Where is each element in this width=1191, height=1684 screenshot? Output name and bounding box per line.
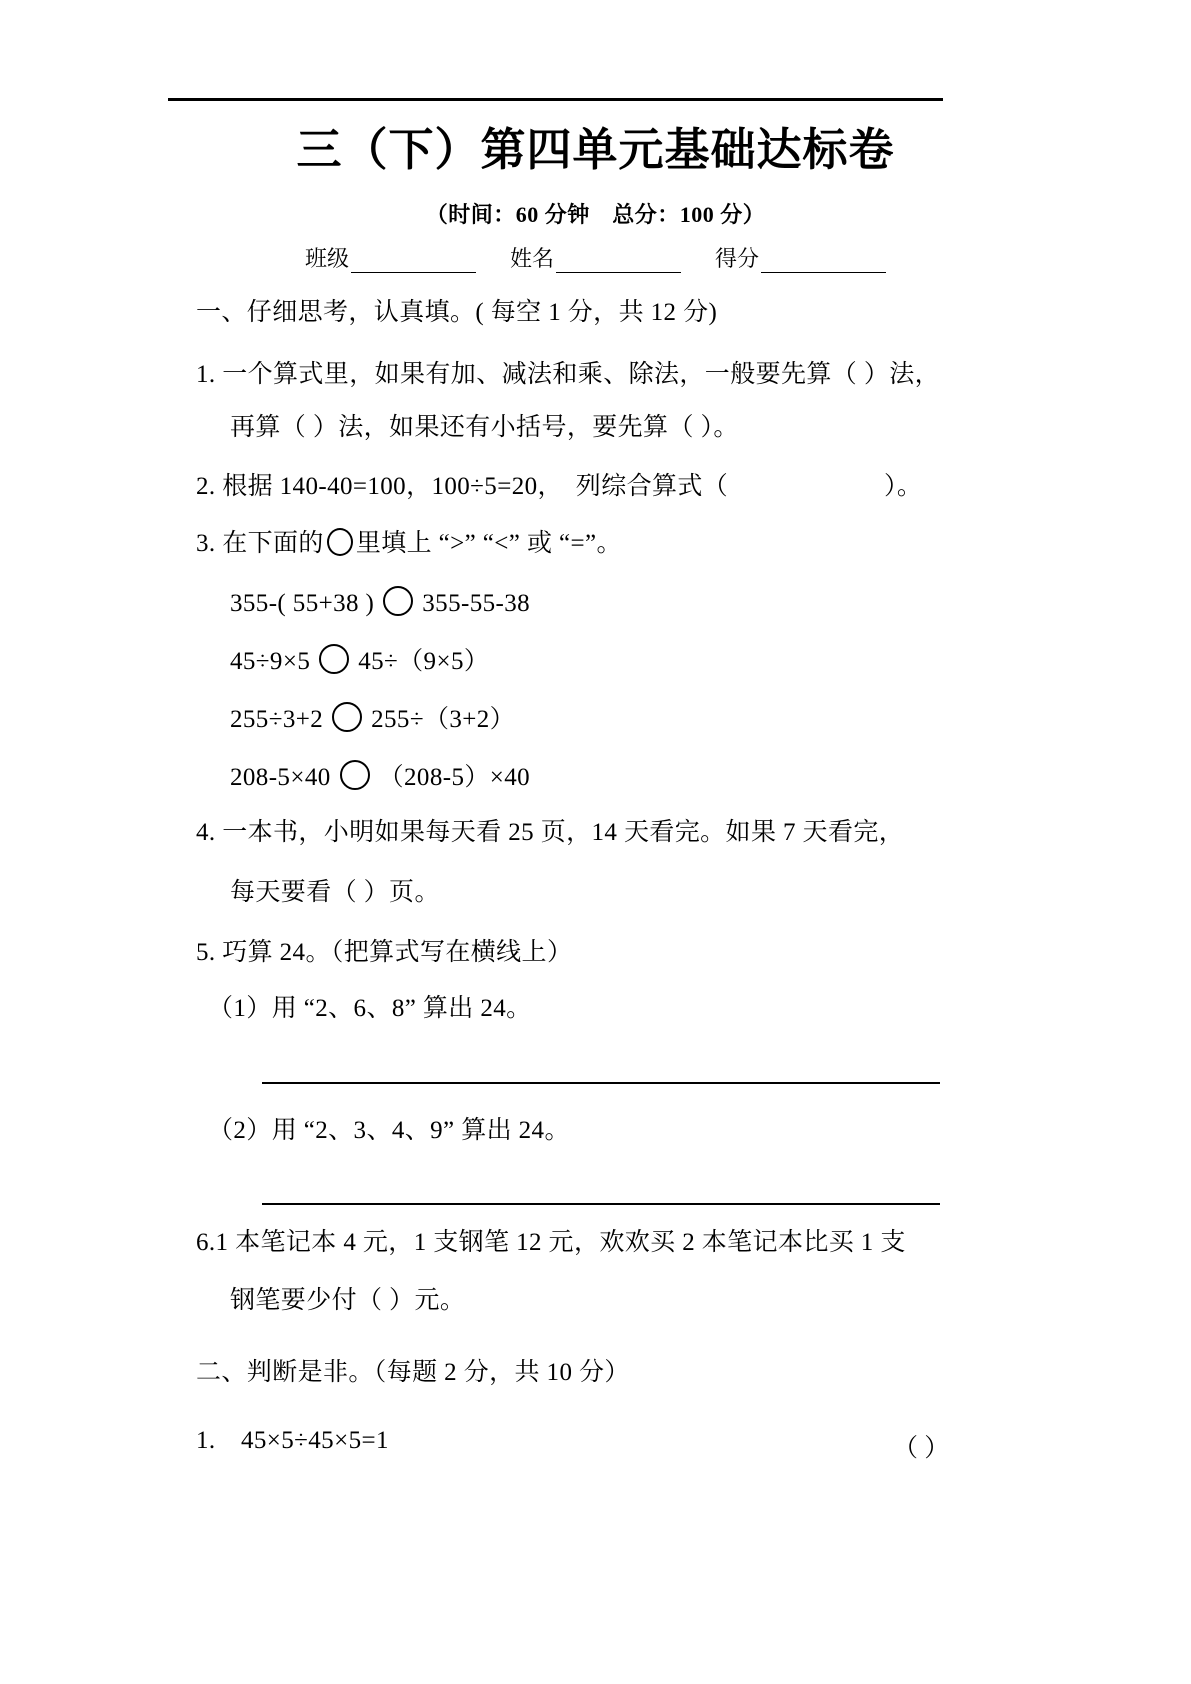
circle-blank-icon[interactable] (383, 586, 413, 616)
question-1-line-2: 再算（ ）法，如果还有小括号，要先算（ ）。 (230, 414, 739, 441)
question-4-line-2: 每天要看（ ）页。 (230, 879, 440, 906)
compare-row-3 (230, 702, 515, 732)
score-label: 得分 (715, 246, 760, 271)
question-5-line-1: 5. 巧算 24。（把算式写在横线上） (196, 939, 573, 966)
page-title: 三（下）第四单元基础达标卷 (296, 123, 895, 176)
class-field[interactable] (305, 242, 476, 273)
compare-row-1-left: 355-( 55+38 ) (230, 590, 375, 617)
name-label: 姓名 (509, 246, 554, 271)
question-3-prompt (196, 528, 622, 556)
name-field[interactable] (510, 242, 681, 273)
section-one-heading: 一、仔细思考，认真填。( 每空 1 分，共 12 分) (196, 299, 718, 326)
circle-blank-icon[interactable] (332, 702, 362, 732)
section-two-question-1-answer-box[interactable]: （ ） (893, 1435, 950, 1462)
question-6-line-1: 6.1 本笔记本 4 元，1 支钢笔 12 元，欢欢买 2 本笔记本比买 1 支 (196, 1229, 906, 1256)
question-4-line-1: 4. 一本书，小明如果每天看 25 页，14 天看完。如果 7 天看完， (196, 819, 905, 846)
compare-row-2-left: 45÷9×5 (230, 648, 311, 675)
compare-row-2 (230, 644, 489, 674)
circle-blank-icon[interactable] (340, 760, 370, 790)
circle-blank-icon[interactable] (319, 644, 349, 674)
class-label: 班级 (304, 246, 349, 271)
circle-blank-icon[interactable] (327, 528, 353, 556)
compare-row-1 (230, 586, 530, 616)
score-input-blank[interactable] (761, 252, 886, 273)
compare-row-2-right: 45÷（9×5） (358, 648, 490, 675)
student-info-row (0, 242, 1191, 273)
question-3-prompt-text-a: 3. 在下面的 (196, 530, 324, 557)
question-5-sub-1: （1）用 “2、6、8” 算出 24。 (208, 995, 532, 1022)
compare-row-4-right: （208-5）×40 (378, 764, 531, 791)
header-divider-rule (168, 98, 943, 101)
question-3-prompt-text-b: 里填上 “>” “<” 或 “=”。 (355, 530, 622, 557)
compare-row-1-right: 355-55-38 (422, 590, 531, 617)
question-2-blank-close: ）。 (884, 473, 923, 500)
answer-line-5-2[interactable] (262, 1203, 940, 1205)
compare-row-3-right: 255÷（3+2） (371, 706, 516, 733)
compare-row-3-left: 255÷3+2 (230, 706, 324, 733)
exam-meta-subtitle: （时间：60 分钟 总分：100 分） (425, 202, 766, 227)
question-6-line-2: 钢笔要少付（ ）元。 (230, 1287, 466, 1314)
question-2-line-1: 2. 根据 140-40=100，100÷5=20， 列综合算式（ (196, 473, 729, 500)
answer-line-5-1[interactable] (262, 1082, 940, 1084)
question-5-sub-2: （2）用 “2、3、4、9” 算出 24。 (208, 1117, 570, 1144)
score-field[interactable] (715, 242, 886, 273)
name-input-blank[interactable] (556, 252, 681, 273)
section-two-heading: 二、判断是非。（每题 2 分，共 10 分） (196, 1359, 630, 1386)
compare-row-4-left: 208-5×40 (230, 764, 331, 791)
compare-row-4 (230, 760, 530, 790)
section-two-question-1: 1. 45×5÷45×5=1 (196, 1427, 389, 1454)
question-1-line-1: 1. 一个算式里，如果有加、减法和乘、除法，一般要先算（ ）法， (196, 361, 941, 388)
class-input-blank[interactable] (351, 252, 476, 273)
